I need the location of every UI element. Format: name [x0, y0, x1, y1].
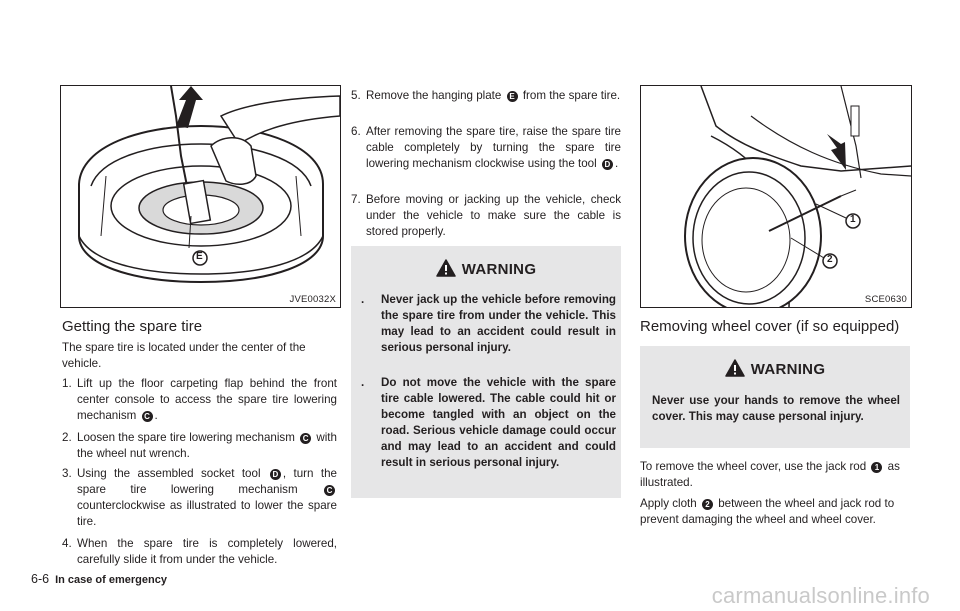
bullet: . [361, 376, 365, 389]
step-6 [351, 124, 621, 172]
callout-2: 2 [827, 254, 833, 265]
warning-box-spare-tire [351, 246, 621, 498]
step-2 [62, 430, 337, 462]
wheel-cover-illustration [640, 85, 912, 308]
warning-item-1 [361, 292, 616, 356]
watermark: carmanualsonline.info [711, 583, 930, 608]
spare-tire-illustration [60, 85, 341, 308]
step-7 [351, 192, 621, 240]
step-5 [351, 88, 621, 104]
para-text: To remove the wheel cover, use the jack rod [640, 460, 867, 473]
wheel-cover-drawing [641, 86, 911, 307]
bullet: . [361, 293, 365, 306]
warning-header [351, 259, 621, 278]
step-number: 1. [62, 377, 72, 390]
step-text: Using the assembled socket tool [77, 467, 261, 480]
step-3 [62, 466, 337, 530]
step-1 [62, 376, 337, 424]
spare-tire-drawing [61, 86, 340, 307]
step-4 [62, 536, 337, 568]
heading-removing-wheel-cover: Removing wheel cover (if so equipped) [640, 318, 900, 335]
step-text: When the spare tire is completely lowered, carefully slide it from under the vehicle. [77, 537, 337, 566]
intro-paragraph: The spare tire is located under the center of the vehicle. [62, 341, 306, 370]
step-number: 6. [351, 125, 361, 138]
step-number: 7. [351, 193, 361, 206]
warning-text: Never jack up the vehicle before removing the spare tire from under the vehicle. This may lead to an accident could result in serious personal injury. [381, 293, 616, 354]
section-title: In case of emergency [55, 574, 167, 586]
figure-code-right: SCE0630 [864, 294, 907, 305]
callout-badge-c: C [300, 433, 311, 444]
warning-triangle-icon [436, 259, 456, 277]
warning-title: WARNING [461, 261, 537, 278]
para-text-end: as illustrated. [640, 460, 900, 489]
page-footer [31, 572, 167, 586]
callout-badge-c: C [142, 411, 153, 422]
step-text: Before moving or jacking up the vehicle, check under the vehicle to make sure the cable is stored properly. [366, 193, 621, 238]
warning-box-wheel-cover [640, 346, 910, 448]
step-number: 2. [62, 431, 72, 444]
callout-1: 1 [850, 214, 856, 225]
warning-text: Do not move the vehicle with the spare tire cable lowered. The cable could hit or become tangled with an object on the road. Serious vehicle damage could occur and may lead to an accident and could result in serious personal injury. [381, 376, 616, 469]
step-text-end: with the wheel nut wrench. [77, 431, 337, 460]
step-text: Lift up the floor carpeting flap behind the front center console to access the spare tire lowering mechanism [77, 377, 337, 422]
step-text: After removing the spare tire, raise the spare tire cable completely by turning the spare tire lowering mechanism clockwise using the tool [366, 125, 621, 170]
warning-triangle-icon [725, 359, 745, 377]
callout-badge-d: D [602, 159, 613, 170]
page-number: 6-6 [31, 572, 50, 586]
para-text-end: between the wheel and jack rod to prevent damaging the wheel and wheel cover. [640, 497, 895, 526]
step-text-end: . [614, 157, 619, 170]
heading-getting-spare-tire: Getting the spare tire [62, 318, 203, 335]
paragraph-jack-rod [640, 459, 910, 491]
callout-badge-d: D [270, 469, 281, 480]
step-number: 5. [351, 89, 361, 102]
step-text-mid: , turn the spare tire lowering mechanism [77, 467, 337, 496]
callout-e: E [196, 251, 203, 262]
warning-text: Never use your hands to remove the wheel cover. This may cause personal injury. [652, 394, 900, 423]
step-number: 4. [62, 537, 72, 550]
callout-badge-2: 2 [702, 499, 713, 510]
step-text: Remove the hanging plate [366, 89, 502, 102]
callout-badge-e: E [507, 91, 518, 102]
figure-code-left: JVE0032X [289, 294, 336, 305]
paragraph-cloth [640, 496, 910, 528]
step-text-end: from the spare tire. [522, 89, 621, 102]
callout-badge-1: 1 [871, 462, 882, 473]
warning-item-2 [361, 375, 616, 471]
step-text-end: counterclockwise as illustrated to lower the spare tire. [77, 499, 337, 528]
callout-badge-c: C [324, 485, 335, 496]
warning-title: WARNING [750, 361, 826, 378]
step-text-end: . [154, 409, 158, 422]
step-text: Loosen the spare tire lowering mechanism [77, 431, 295, 444]
step-number: 3. [62, 467, 72, 480]
warning-header [640, 359, 910, 378]
para-text: Apply cloth [640, 497, 697, 510]
